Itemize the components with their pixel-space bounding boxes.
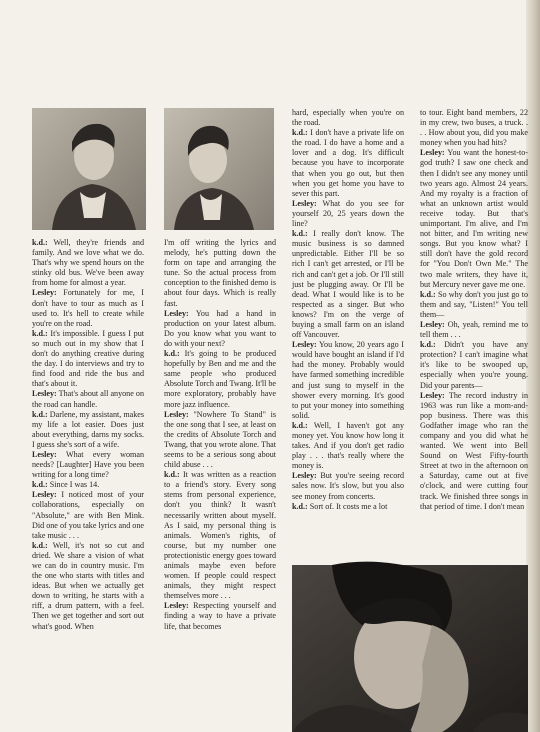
- interview-paragraph: [32, 238, 144, 288]
- speaker-label: k.d.:: [292, 229, 308, 239]
- interview-paragraph: [292, 199, 404, 229]
- paragraph-text: It was written as a reaction to a friend's story. Every song stems from personal experience, don't you think? It wasn't necessarily written about myself. As I said, my personal thing is animals. Women's rights, of course, but my number one protectionistic energy goes toward animals maybe even before women. If people could respect animals, they might respect themselves more . . .: [164, 470, 276, 601]
- paragraph-text: But you're seeing record sales now. It's slow, but you also see money from concerts.: [292, 471, 404, 501]
- paragraph-text: Sort of. It costs me a lot: [307, 501, 388, 511]
- speaker-label: k.d.:: [32, 328, 48, 338]
- paragraph-text: It's impossible. I guess I put so much out in my show that I don't do anything creative during the day. I do interviews and try to find food and ride the bus and that's about it.: [32, 328, 144, 389]
- interview-paragraph: [164, 349, 276, 410]
- speaker-label: Lesley:: [292, 340, 317, 350]
- interview-paragraph: [32, 480, 144, 490]
- photo-middle: [164, 108, 274, 230]
- paragraph-text: So why don't you just go to them and say, "Listen!" You tell them—: [420, 289, 528, 319]
- paragraph-text: That's about all anyone on the road can handle.: [32, 389, 144, 409]
- speaker-label: k.d.:: [420, 340, 436, 350]
- paragraph-text: Didn't you have any protection? I can't imagine what it's like to be swooped up, especially when you're young. Did your parents—: [420, 340, 528, 390]
- interview-paragraph: [32, 450, 144, 480]
- interview-paragraph: [292, 229, 404, 340]
- paragraph-text: The record industry in 1963 was run like a mom-and-pop business. There was this Godfather image who ran the company and you did what he wanted. We went into Bell Sound on West Fifty-fourth Street at two in the afternoon on a Saturday, came out at five o'clock, and were cutting four track. We finished three songs in that period of time. I don't mean: [420, 390, 528, 511]
- speaker-label: Lesley:: [32, 288, 57, 298]
- text-column-3: [292, 108, 404, 728]
- interview-paragraph: [420, 320, 528, 340]
- paragraph-text: Well, I haven't got any money yet. You know how long it takes. And if you don't get radio play . . . that's really where the money is.: [292, 420, 404, 471]
- speaker-label: Lesley:: [420, 390, 445, 400]
- interview-paragraph: [32, 490, 144, 540]
- speaker-label: Lesley:: [292, 198, 317, 208]
- paragraph-text: to tour. Eight band members, 22 in my crew, two buses, a truck. . . . How about you, did you make money when you had hits?: [420, 108, 528, 148]
- speaker-label: Lesley:: [32, 490, 57, 500]
- paragraph-text: I noticed most of your collaborations, especially on "Absolute," are with Ben Mink. Did one of you take lyrics and one take music . . .: [32, 490, 144, 540]
- speaker-label: k.d.:: [32, 238, 48, 247]
- speaker-label: k.d.:: [32, 409, 48, 419]
- paragraph-text: What every woman needs? [Laughter] Have you been writing for a long time?: [32, 449, 144, 480]
- interview-paragraph: [32, 541, 144, 632]
- photo-left-image: [32, 108, 146, 230]
- paragraph-text: Darlene, my assistant, makes my life a lot easier. Does just about everything, darns my socks. I guess she's sort of a wife.: [32, 409, 144, 449]
- text-column-2: [164, 238, 276, 730]
- photo-left: [32, 108, 146, 230]
- speaker-label: Lesley:: [164, 308, 189, 318]
- interview-paragraph: [292, 471, 404, 501]
- interview-paragraph: [32, 288, 144, 328]
- interview-paragraph: [164, 410, 276, 471]
- interview-paragraph: [292, 421, 404, 471]
- paragraph-text: It's going to be produced hopefully by Ben and me and the same people who produced Absolute Torch and Twang. It'll be more exploratory, probably have more jazz influence.: [164, 349, 276, 409]
- paragraph-text: I really don't know. The music business is so damned unpredictable. Either I'll be so rich I can't get arrested, or I'll be rich and can't get a job. Or I'll still just be plugging away. Or I'll be dead. What I would like is to be respected as a singer. But who knows? I'm on the verge of buying a small farm on an island off Vancouver.: [292, 229, 404, 340]
- interview-paragraph: [164, 309, 276, 349]
- paragraph-text: Well, it's not so cut and dried. We share a vision of what we can do in country music. I'm the one who starts with titles and ideas. But when we actually get down to writing, he starts with a riff, a drum pattern, with a feel. Then we get together and sort out what's good. When: [32, 540, 144, 631]
- page-binding-edge: [526, 0, 540, 732]
- paragraph-text: You had a hand in production on your latest album. Do you know what you want to do with your next?: [164, 308, 276, 348]
- interview-paragraph: [164, 238, 276, 309]
- speaker-label: Lesley:: [292, 471, 317, 481]
- text-column-4: [420, 108, 528, 511]
- paragraph-text: What do you see for yourself 20, 25 years down the line?: [292, 198, 404, 229]
- paragraph-text: You want the honest-to-god truth? I saw one check and then I didn't see any money until two years ago. Almost 24 years. And my royalty is a fraction of what an unknown artist would receive today. But that's unimportant. I'm alive, and I'm not bitter, and I'm writing new songs. But you know what? I still don't have the gold record for "You Don't Own Me." The two male writers, they have it, but Mercury never gave me one.: [420, 148, 528, 289]
- interview-paragraph: [164, 470, 276, 601]
- paragraph-text: Well, they're friends and family. And we love what we do. That's why we spend hours on the stinky old bus. We've been away from home for almost a year.: [32, 238, 144, 288]
- photo-middle-image: [164, 108, 274, 230]
- speaker-label: k.d.:: [164, 470, 180, 480]
- speaker-label: Lesley:: [420, 148, 445, 158]
- speaker-label: Lesley:: [164, 601, 189, 611]
- paragraph-text: Since I was 14.: [47, 480, 100, 490]
- speaker-label: k.d.:: [420, 289, 436, 299]
- speaker-label: k.d.:: [292, 420, 308, 430]
- speaker-label: k.d.:: [292, 128, 308, 138]
- speaker-label: k.d.:: [32, 540, 48, 550]
- speaker-label: k.d.:: [32, 480, 48, 490]
- speaker-label: k.d.:: [164, 349, 180, 359]
- interview-paragraph: [292, 128, 404, 199]
- speaker-label: Lesley:: [32, 449, 57, 459]
- paragraph-text: Oh, yeah, remind me to tell them . . .: [420, 319, 528, 340]
- interview-paragraph: [32, 329, 144, 390]
- interview-paragraph: [292, 108, 404, 128]
- speaker-label: Lesley:: [164, 409, 189, 419]
- interview-paragraph: [420, 148, 528, 289]
- speaker-label: Lesley:: [420, 319, 445, 329]
- paragraph-text: I don't have a private life on the road. I do have a home and a lover and a dog. It's difficult because you have to incorporate that when you go out, but then when you get home you have to sever this part.: [292, 128, 404, 198]
- paragraph-text: hard, especially when you're on the road.: [292, 108, 404, 128]
- interview-paragraph: [420, 391, 528, 512]
- interview-paragraph: [32, 389, 144, 409]
- speaker-label: Lesley:: [32, 389, 57, 399]
- paragraph-text: "Nowhere To Stand" is the one song that I see, at least on the credits of Absolute Torch and Twang, that you wrote alone. That seems to be a serious song about child abuse . . .: [164, 409, 276, 470]
- paragraph-text: Fortunately for me, I don't have to tour as much as I used to. It's hell to create while you're on the road.: [32, 288, 144, 328]
- paragraph-text: Respecting yourself and finding a way to have a private life, that becomes: [164, 601, 276, 631]
- interview-paragraph: [164, 601, 276, 631]
- speaker-label: k.d.:: [292, 501, 308, 511]
- interview-paragraph: [420, 290, 528, 320]
- interview-paragraph: [32, 410, 144, 450]
- interview-paragraph: [420, 340, 528, 390]
- interview-paragraph: [292, 502, 404, 512]
- interview-paragraph: [420, 108, 528, 148]
- text-column-1: [32, 238, 144, 730]
- paragraph-text: You know, 20 years ago I would have bought an island if I'd had the money. Probably would have farmed something incredible and just sung to myself in the shower every morning. It's good to put your money into something solid.: [292, 340, 404, 420]
- paragraph-text: I'm off writing the lyrics and melody, he's putting down the form on tape and arranging the tune. So the actual process from conception to the finished demo is about four days. Which is really fast.: [164, 238, 276, 308]
- interview-paragraph: [292, 340, 404, 421]
